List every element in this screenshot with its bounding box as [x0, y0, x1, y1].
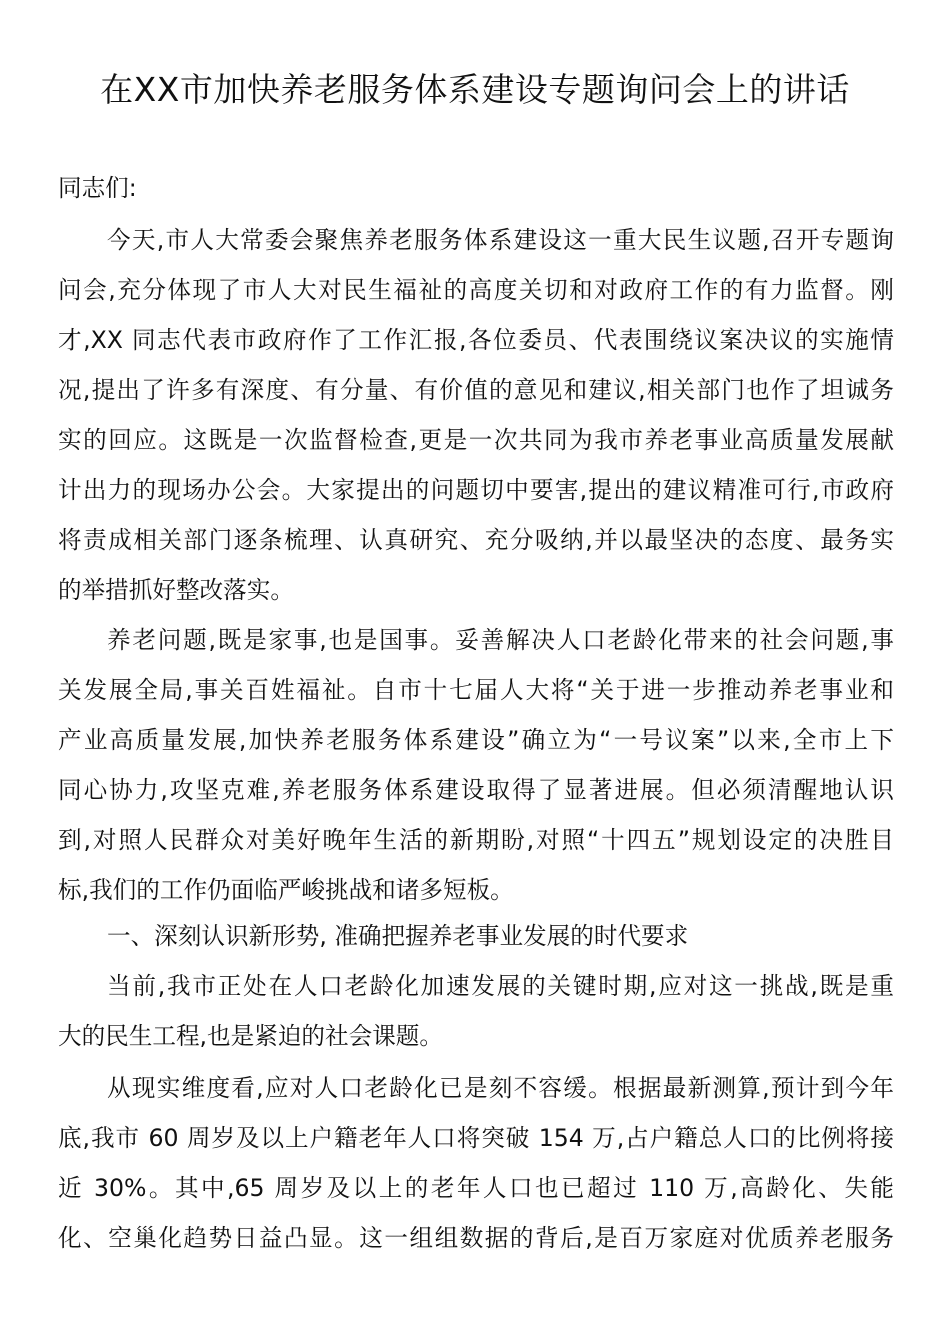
text-line: 大的民生工程,也是紧迫的社会课题。	[58, 1022, 443, 1050]
text-line: 问会,充分体现了市人大对民生福祉的高度关切和对政府工作的有力监督。刚	[58, 276, 894, 304]
text-line: 实的回应。这既是一次监督检查,更是一次共同为我市养老事业高质量发展献	[58, 426, 894, 454]
text-line: 到,对照人民群众对美好晚年生活的新期盼,对照“十四五”规划设定的决胜目	[58, 826, 894, 854]
salutation: 同志们:	[58, 174, 137, 202]
text-line: 况,提出了许多有深度、有分量、有价值的意见和建议,相关部门也作了坦诚务	[58, 376, 894, 404]
text-line: 关发展全局,事关百姓福祉。自市十七届人大将“关于进一步推动养老事业和	[58, 676, 894, 704]
text-line: 同心协力,攻坚克难,养老服务体系建设取得了显著进展。但必须清醒地认识	[58, 776, 894, 804]
text-line: 标,我们的工作仍面临严峻挑战和诸多短板。	[58, 876, 514, 904]
text-line: 从现实维度看,应对人口老龄化已是刻不容缓。根据最新测算,预计到今年	[107, 1074, 894, 1102]
text-line: 底,我市 60 周岁及以上户籍老年人口将突破 154 万,占户籍总人口的比例将接	[58, 1124, 894, 1152]
text-line: 将责成相关部门逐条梳理、认真研究、充分吸纳,并以最坚决的态度、最务实	[58, 526, 894, 554]
text-line: 的举措抓好整改落实。	[58, 576, 294, 604]
text-line: 化、空巢化趋势日益凸显。这一组组数据的背后,是百万家庭对优质养老服务	[58, 1224, 894, 1252]
text-line: 今天,市人大常委会聚焦养老服务体系建设这一重大民生议题,召开专题询	[107, 226, 894, 254]
text-line: 才,XX 同志代表市政府作了工作汇报,各位委员、代表围绕议案决议的实施情	[58, 326, 894, 354]
text-line: 产业高质量发展,加快养老服务体系建设”确立为“一号议案”以来,全市上下	[58, 726, 894, 754]
document-title: 在XX市加快养老服务体系建设专题询问会上的讲话	[100, 70, 850, 109]
text-line: 养老问题,既是家事,也是国事。妥善解决人口老龄化带来的社会问题,事	[107, 626, 894, 654]
text-line: 近 30%。其中,65 周岁及以上的老年人口也已超过 110 万,高龄化、失能	[58, 1174, 894, 1202]
text-line: 计出力的现场办公会。大家提出的问题切中要害,提出的建议精准可行,市政府	[58, 476, 894, 504]
section-heading: 一、深刻认识新形势, 准确把握养老事业发展的时代要求	[107, 922, 689, 950]
text-line: 当前,我市正处在人口老龄化加速发展的关键时期,应对这一挑战,既是重	[107, 972, 894, 1000]
